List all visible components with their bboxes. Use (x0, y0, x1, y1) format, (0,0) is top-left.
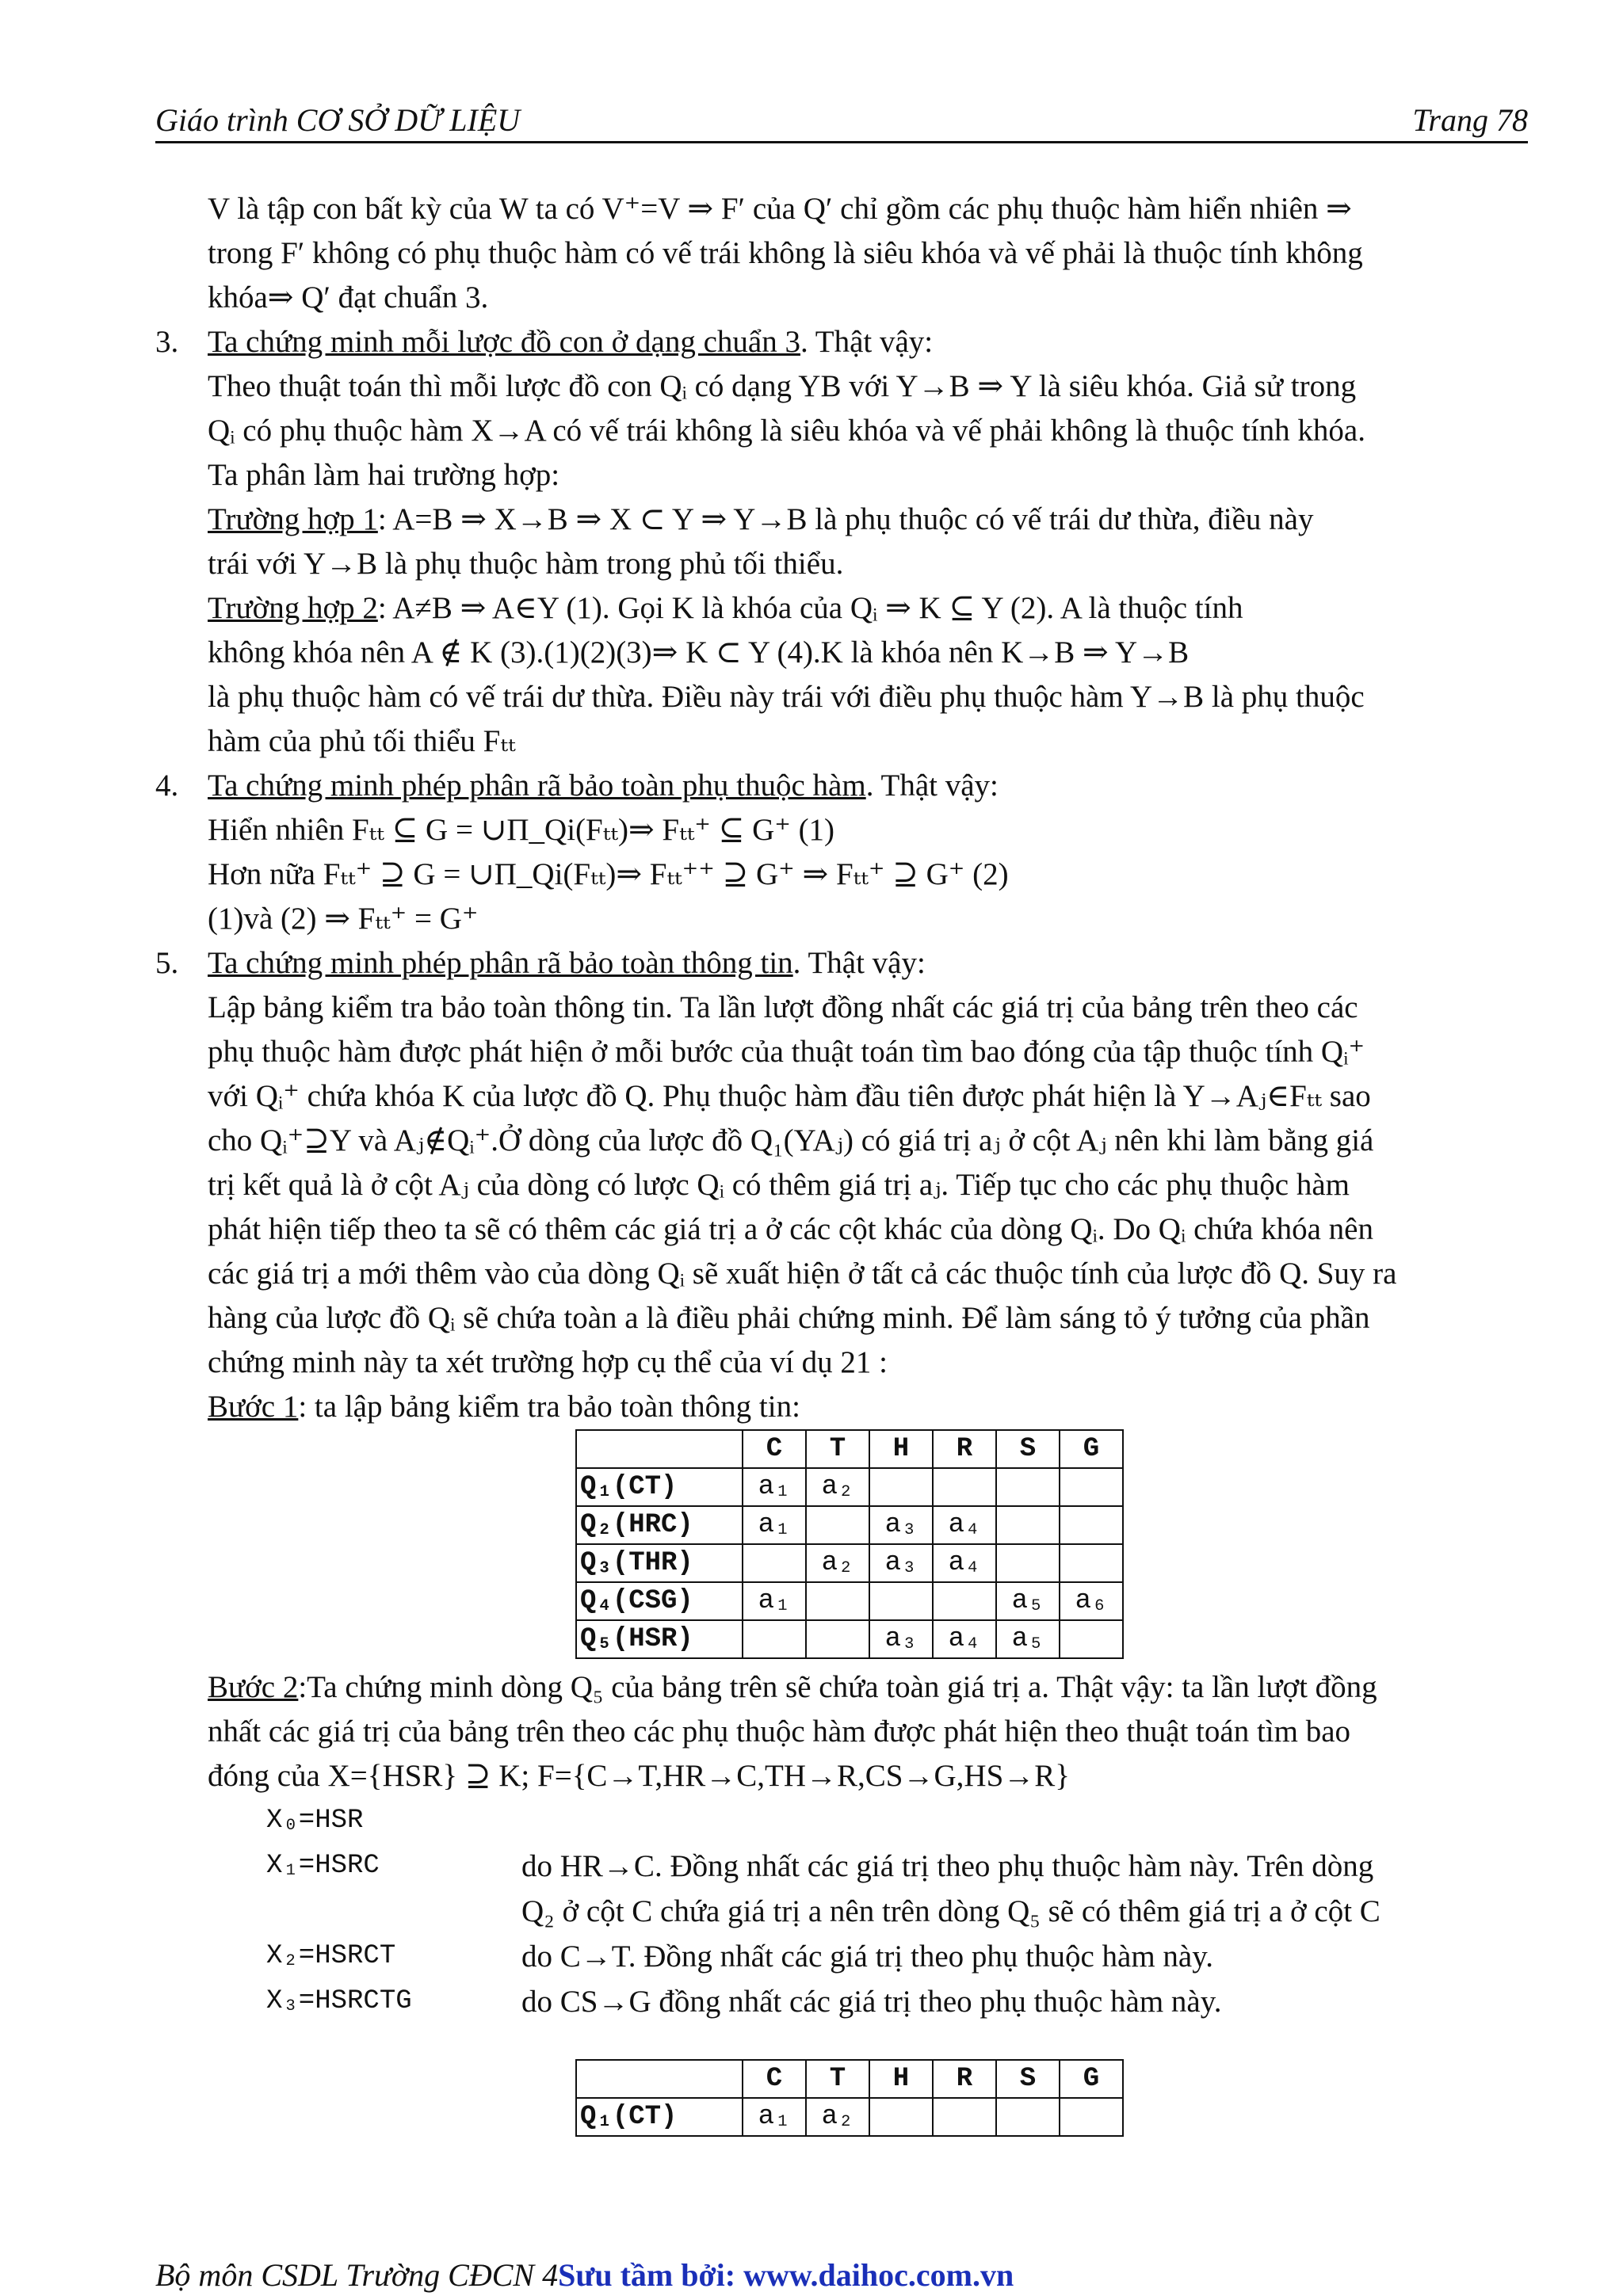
column-header: S (996, 2060, 1060, 2098)
closure-step-1-cont (155, 1889, 1528, 1934)
item-title: Ta chứng minh phép phân rã bảo toàn phụ thuộc hàm (208, 769, 866, 803)
column-header: G (1060, 2060, 1123, 2098)
item-title-tail: . Thật vậy: (800, 325, 934, 359)
item-4 (155, 764, 1528, 941)
text-line: : ta lập bảng kiểm tra bảo toàn thông tin: (298, 1390, 800, 1424)
cell: a₅ (996, 1620, 1060, 1658)
step-label: Bước 1 (208, 1390, 299, 1424)
column-header: T (806, 2060, 869, 2098)
book-title: Giáo trình CƠ SỞ DỮ LIỆU (155, 102, 521, 138)
cell (869, 1582, 933, 1620)
text-line: nhất các giá trị của bảng trên theo các phụ thuộc hàm được phát hiện theo thuật toán tìm bao (208, 1714, 1351, 1749)
table-row (576, 1582, 1123, 1620)
table-row (576, 1544, 1123, 1582)
table-row (576, 1468, 1123, 1506)
case-label: Trường hợp 2 (208, 591, 378, 625)
text-line: trong F′ không có phụ thuộc hàm có vế trái không là siêu khóa và vế phải là thuộc tính không (208, 236, 1363, 270)
item-5 (155, 941, 1528, 1429)
footer-source: Sưu tầm bởi: www.daihoc.com.vn (558, 2257, 1014, 2293)
text-line: Theo thuật toán thì mỗi lược đồ con Qᵢ có dạng YB với Y→B ⇒ Y là siêu khóa. Giả sử trong (208, 369, 1357, 403)
column-header: G (1060, 1430, 1123, 1468)
cell: a₃ (869, 1544, 933, 1582)
closure-value: X₃=HSRCTG (266, 1986, 412, 2016)
text-line: các giá trị a mới thêm vào của dòng Qᵢ sẽ xuất hiện ở tất cả các thuộc tính của lược đồ Q. Suy ra (208, 1257, 1397, 1291)
cell: a₁ (743, 1506, 806, 1544)
step-2 (155, 1665, 1528, 1798)
cell (743, 1620, 806, 1658)
column-header: S (996, 1430, 1060, 1468)
closure-desc: Q₂ ở cột C chứa giá trị a nên trên dòng Q₅ sẽ có thêm giá trị a ở cột C (521, 1894, 1381, 1928)
column-header: C (743, 1430, 806, 1468)
closure-value: X₂=HSRCT (266, 1941, 396, 1971)
cell (806, 1506, 869, 1544)
text-line: Ta phân làm hai trường hợp: (208, 458, 560, 492)
text-line: :Ta chứng minh dòng Q₅ của bảng trên sẽ chứa toàn giá trị a. Thật vậy: ta lần lượt đồng (298, 1670, 1377, 1704)
item-title-tail: . Thật vậy: (792, 946, 926, 980)
formula-line: Hơn nữa Fₜₜ⁺ ⊇ G = ∪Π_Qi(Fₜₜ)⇒ Fₜₜ⁺⁺ ⊇ G⁺ ⇒ Fₜₜ⁺ ⊇ G⁺ (2) (208, 857, 1009, 891)
text-line: trái với Y→B là phụ thuộc hàm trong phủ tối thiểu. (208, 547, 844, 581)
cell: a₃ (869, 1506, 933, 1544)
text-line: phụ thuộc hàm được phát hiện ở mỗi bước của thuật toán tìm bao đóng của tập thuộc tính Qᵢ⁺ (208, 1035, 1365, 1069)
page-content (155, 187, 1528, 2137)
cell (1060, 2098, 1123, 2136)
text-line: hàm của phủ tối thiểu Fₜₜ (208, 724, 516, 758)
cell (996, 1544, 1060, 1582)
cell: a₂ (806, 2098, 869, 2136)
step-label: Bước 2 (208, 1670, 299, 1704)
text-line: Lập bảng kiểm tra bảo toàn thông tin. Ta lần lượt đồng nhất các giá trị của bảng trên theo các (208, 990, 1358, 1024)
closure-step-2 (155, 1934, 1528, 1979)
formula-line: Hiển nhiên Fₜₜ ⊆ G = ∪Π_Qi(Fₜₜ)⇒ Fₜₜ⁺ ⊆ G⁺ (1) (208, 813, 835, 847)
cell (933, 1582, 996, 1620)
closure-step-1 (155, 1844, 1528, 1889)
text-line: : A≠B ⇒ A∈Y (1). Gọi K là khóa của Qᵢ ⇒ K ⊆ Y (2). A là thuộc tính (377, 591, 1243, 625)
cell: a₁ (743, 1582, 806, 1620)
cell (1060, 1620, 1123, 1658)
cell (743, 1544, 806, 1582)
column-header: H (869, 2060, 933, 2098)
corner-cell (576, 2060, 743, 2098)
closure-desc: do CS→G đồng nhất các giá trị theo phụ thuộc hàm này. (521, 1985, 1222, 2019)
formula-line: (1)và (2) ⇒ Fₜₜ⁺ = G⁺ (208, 902, 479, 936)
cell (806, 1620, 869, 1658)
column-header: T (806, 1430, 869, 1468)
table-row (576, 1506, 1123, 1544)
cell: a₅ (996, 1582, 1060, 1620)
item-number: 3. (155, 325, 179, 359)
text-line: trị kết quả là ở cột Aⱼ của dòng có lược Qᵢ có thêm giá trị aⱼ. Tiếp tục cho các phụ thuộc hàm (208, 1168, 1350, 1202)
closure-desc: do HR→C. Đồng nhất các giá trị theo phụ thuộc hàm này. Trên dòng (521, 1849, 1374, 1883)
cell (806, 1582, 869, 1620)
text-line: là phụ thuộc hàm có vế trái dư thừa. Điều này trái với điều phụ thuộc hàm Y→B là phụ thuộc (208, 680, 1365, 714)
text-line: khóa⇒ Q′ đạt chuẩn 3. (208, 280, 489, 315)
corner-cell (576, 1430, 743, 1468)
page-footer (155, 2256, 1014, 2294)
item-title-tail: . Thật vậy: (865, 769, 999, 803)
closure-step-3 (155, 1979, 1528, 2024)
cell: a₂ (806, 1544, 869, 1582)
cell: a₄ (933, 1544, 996, 1582)
footer-department: Bộ môn CSDL Trường CĐCN 4 (155, 2257, 559, 2293)
row-header: Q₂(HRC) (576, 1506, 743, 1544)
column-header: R (933, 2060, 996, 2098)
text-line: V là tập con bất kỳ của W ta có V⁺=V ⇒ F′ của Q′ chỉ gồm các phụ thuộc hàm hiển nhiên ⇒ (208, 192, 1352, 226)
cell: a₆ (1060, 1582, 1123, 1620)
column-header: H (869, 1430, 933, 1468)
item-title: Ta chứng minh phép phân rã bảo toàn thông tin (208, 946, 793, 980)
cell (996, 1506, 1060, 1544)
cell: a₁ (743, 1468, 806, 1506)
row-header: Q₄(CSG) (576, 1582, 743, 1620)
item-title: Ta chứng minh mỗi lược đồ con ở dạng chuẩn 3 (208, 325, 800, 359)
text-line: không khóa nên A ∉ K (3).(1)(2)(3)⇒ K ⊂ Y (4).K là khóa nên K→B ⇒ Y→B (208, 635, 1190, 669)
text-line: Qᵢ có phụ thuộc hàm X→A có vế trái không là siêu khóa và vế phải không là thuộc tính khóa. (208, 414, 1365, 448)
text-line: hàng của lược đồ Qᵢ sẽ chứa toàn a là điều phải chứng minh. Để làm sáng tỏ ý tưởng của phần (208, 1301, 1370, 1335)
closure-desc: do C→T. Đồng nhất các giá trị theo phụ thuộc hàm này. (521, 1939, 1213, 1974)
item-3 (155, 320, 1528, 764)
case-label: Trường hợp 1 (208, 502, 378, 536)
spacer (155, 1889, 521, 1934)
page-number: Trang 78 (1412, 102, 1528, 138)
cell (933, 2098, 996, 2136)
cell (1060, 1468, 1123, 1506)
cell (996, 2098, 1060, 2136)
table-header-row (576, 1430, 1123, 1468)
cell: a₄ (933, 1620, 996, 1658)
closure-value: X₁=HSRC (266, 1851, 380, 1881)
item-number: 4. (155, 769, 179, 803)
row-header: Q₃(THR) (576, 1544, 743, 1582)
row-header: Q₅(HSR) (576, 1620, 743, 1658)
cell (1060, 1506, 1123, 1544)
row-header: Q₁(CT) (576, 1468, 743, 1506)
text-line: đóng của X={HSR} ⊇ K; F={C→T,HR→C,TH→R,CS→G,HS→R} (208, 1759, 1071, 1793)
text-line: phát hiện tiếp theo ta sẽ có thêm các giá trị a ở các cột khác của dòng Qᵢ. Do Qᵢ chứa khóa nên (208, 1212, 1373, 1246)
cell (1060, 1544, 1123, 1582)
cell (996, 1468, 1060, 1506)
table-header-row (576, 2060, 1123, 2098)
closure-step-0 (155, 1798, 1528, 1844)
column-header: R (933, 1430, 996, 1468)
cell: a₃ (869, 1620, 933, 1658)
text-line: cho Qᵢ⁺⊇Y và Aⱼ∉Qᵢ⁺.Ở dòng của lược đồ Q₁(YAⱼ) có giá trị aⱼ ở cột Aⱼ nên khi làm bằng giá (208, 1123, 1374, 1158)
intro-paragraph (155, 187, 1528, 320)
table-row (576, 1620, 1123, 1658)
text-line: : A=B ⇒ X→B ⇒ X ⊂ Y ⇒ Y→B là phụ thuộc có vế trái dư thừa, điều này (377, 502, 1314, 536)
item-number: 5. (155, 946, 179, 980)
cell (933, 1468, 996, 1506)
check-table-1 (575, 1429, 1124, 1659)
table-row (576, 2098, 1123, 2136)
closure-desc (521, 1798, 1528, 1844)
page-header (155, 101, 1528, 143)
check-table-2 (575, 2059, 1124, 2137)
cell (869, 1468, 933, 1506)
cell (869, 2098, 933, 2136)
text-line: với Qᵢ⁺ chứa khóa K của lược đồ Q. Phụ thuộc hàm đầu tiên được phát hiện là Y→Aⱼ∈Fₜₜ sao (208, 1079, 1371, 1113)
closure-value: X₀=HSR (266, 1806, 364, 1836)
column-header: C (743, 2060, 806, 2098)
cell: a₁ (743, 2098, 806, 2136)
row-header: Q₁(CT) (576, 2098, 743, 2136)
cell: a₂ (806, 1468, 869, 1506)
text-line: chứng minh này ta xét trường hợp cụ thể của ví dụ 21 : (208, 1345, 888, 1379)
cell: a₄ (933, 1506, 996, 1544)
